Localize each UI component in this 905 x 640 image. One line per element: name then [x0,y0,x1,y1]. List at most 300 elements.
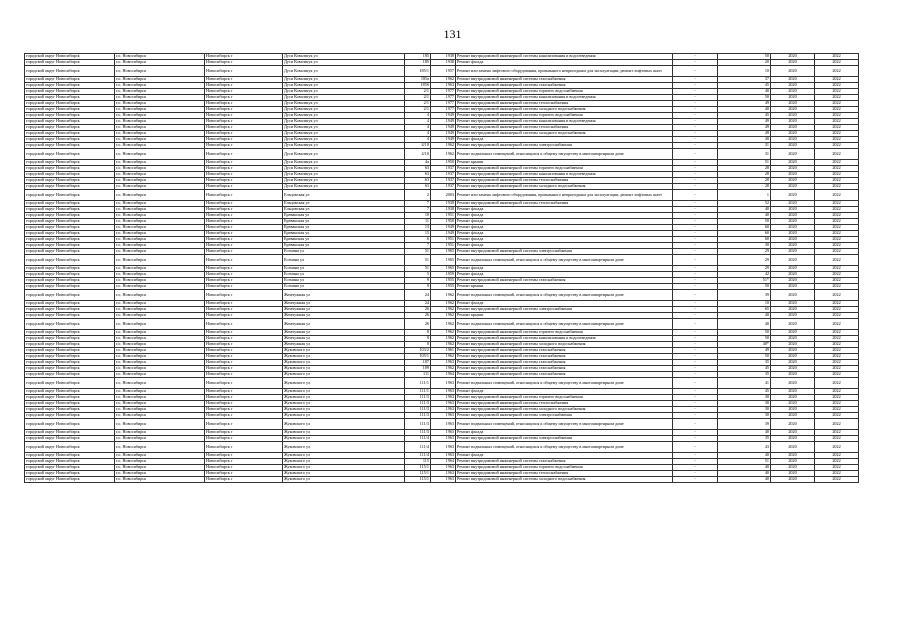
district-cell: г.о. Новосибирск [115,125,205,131]
city-cell: Новосибирск г [205,477,283,483]
street-cell: Дуси Ковальчук ул [283,137,405,143]
street-cell: Дуси Ковальчук ул [283,66,405,77]
count-cell: 40 [718,207,771,213]
city-cell: Новосибирск г [205,83,283,89]
work-type-cell: Ремонт фасада [456,137,673,143]
count-cell: 40 [718,471,771,477]
street-cell: Ельцовская ул [283,201,405,207]
house-cell: 107 [405,360,431,366]
end-year-cell: 2022 [815,249,859,255]
dash-cell: - [673,77,718,83]
street-cell: Дуси Ковальчук ул [283,166,405,172]
municipality-cell: городской округ Новосибирск [25,137,115,143]
start-year-cell: 2020 [771,207,815,213]
street-cell: Жемчужная ул [283,307,405,313]
work-type-cell: Ремонт подвальных помещений, относящихся к общему имуществу в многоквартирном доме [456,419,673,430]
start-year-cell: 2020 [771,166,815,172]
start-year-cell: 2020 [771,125,815,131]
street-cell: Жуковского ул [283,395,405,401]
district-cell: г.о. Новосибирск [115,459,205,465]
house-cell: 8 [405,330,431,336]
municipality-cell: городской округ Новосибирск [25,178,115,184]
street-cell: Дуси Ковальчук ул [283,143,405,149]
dash-cell: - [673,284,718,290]
count-cell: 29 [718,249,771,255]
year-cell: 1963 [431,453,456,459]
house-cell: 111/3 [405,413,431,419]
count-cell: 50 [718,219,771,225]
work-type-cell: Ремонт внутридомовой инженерной системы газоснабжения [456,83,673,89]
end-year-cell: 2022 [815,243,859,249]
start-year-cell: 2020 [771,95,815,101]
street-cell: Дуси Ковальчук ул [283,178,405,184]
count-cell: 40 [718,465,771,471]
district-cell: г.о. Новосибирск [115,389,205,395]
year-cell: 1963 [431,407,456,413]
count-cell: 40 [718,453,771,459]
district-cell: г.о. Новосибирск [115,278,205,284]
work-type-cell: Ремонт внутридомовой инженерной системы газоснабжения [456,77,673,83]
city-cell: Новосибирск г [205,190,283,201]
city-cell: Новосибирск г [205,453,283,459]
municipality-cell: городской округ Новосибирск [25,172,115,178]
street-cell: Жуковского ул [283,407,405,413]
house-cell: 4 [405,137,431,143]
end-year-cell: 2022 [815,272,859,278]
house-cell: 185 [405,60,431,66]
dash-cell: - [673,266,718,272]
municipality-cell: городской округ Новосибирск [25,319,115,330]
district-cell: г.о. Новосибирск [115,419,205,430]
count-cell: 50 [718,336,771,342]
city-cell: Новосибирск г [205,178,283,184]
dash-cell: - [673,125,718,131]
year-cell: 1963 [431,389,456,395]
district-cell: г.о. Новосибирск [115,149,205,160]
year-cell: 1949 [431,137,456,143]
house-cell: 2/1 [405,107,431,113]
year-cell: 1962 [431,149,456,160]
municipality-cell: городской округ Новосибирск [25,459,115,465]
work-type-cell: Ремонт фасада [456,225,673,231]
start-year-cell: 2020 [771,413,815,419]
end-year-cell: 2022 [815,213,859,219]
municipality-cell: городской округ Новосибирск [25,336,115,342]
start-year-cell: 2020 [771,213,815,219]
dash-cell: - [673,213,718,219]
start-year-cell: 2020 [771,219,815,225]
dash-cell: - [673,272,718,278]
year-cell: 1965 [431,255,456,266]
dash-cell: - [673,178,718,184]
count-cell: 35 [718,436,771,442]
house-cell: 111 [405,372,431,378]
house-cell: 4/10 [405,149,431,160]
dash-cell: - [673,143,718,149]
count-cell: 40 [718,137,771,143]
end-year-cell: 2022 [815,419,859,430]
dash-cell: - [673,459,718,465]
municipality-cell: городской округ Новосибирск [25,249,115,255]
house-cell: 111/4 [405,436,431,442]
house-cell: 4/10 [405,143,431,149]
municipality-cell: городской округ Новосибирск [25,378,115,389]
municipality-cell: городской округ Новосибирск [25,395,115,401]
start-year-cell: 2020 [771,143,815,149]
count-cell: 49 [718,125,771,131]
city-cell: Новосибирск г [205,125,283,131]
count-cell: 45 [718,83,771,89]
end-year-cell: 2022 [815,266,859,272]
city-cell: Новосибирск г [205,442,283,453]
work-type-cell: Ремонт подвальных помещений, относящихся к общему имуществу в многоквартирном доме [456,149,673,160]
city-cell: Новосибирск г [205,137,283,143]
year-cell: 1962 [431,307,456,313]
year-cell: 1961 [431,348,456,354]
start-year-cell: 2020 [771,307,815,313]
city-cell: Новосибирск г [205,413,283,419]
municipality-cell: городской округ Новосибирск [25,66,115,77]
dash-cell: - [673,354,718,360]
district-cell: г.о. Новосибирск [115,401,205,407]
work-type-cell: Ремонт внутридомовой инженерной системы теплоснабжения [456,101,673,107]
street-cell: Жемчужная ул [283,342,405,348]
city-cell: Новосибирск г [205,101,283,107]
municipality-cell: городской округ Новосибирск [25,372,115,378]
street-cell: Жуковского ул [283,389,405,395]
table-row [25,477,859,483]
start-year-cell: 2020 [771,107,815,113]
street-cell: Дуси Ковальчук ул [283,95,405,101]
house-cell: 7 [405,207,431,213]
start-year-cell: 2020 [771,419,815,430]
count-cell: 10 [718,301,771,307]
work-type-cell: Ремонт внутридомовой инженерной системы канализования и водоотведения [456,172,673,178]
municipality-cell: городской округ Новосибирск [25,113,115,119]
municipality-cell: городской округ Новосибирск [25,407,115,413]
dash-cell: - [673,237,718,243]
street-cell: Жуковского ул [283,465,405,471]
count-cell: 51 [718,459,771,465]
end-year-cell: 2022 [815,160,859,166]
district-cell: г.о. Новосибирск [115,89,205,95]
count-cell: 65 [718,307,771,313]
city-cell: Новосибирск г [205,319,283,330]
district-cell: г.о. Новосибирск [115,237,205,243]
count-cell: 1 [718,190,771,201]
municipality-cell: городской округ Новосибирск [25,307,115,313]
work-type-cell: Ремонт внутридомовой инженерной системы горячего водоснабжения [456,89,673,95]
year-cell: 1937 [431,166,456,172]
district-cell: г.о. Новосибирск [115,372,205,378]
street-cell: Дуси Ковальчук ул [283,149,405,160]
count-cell: 30 [718,243,771,249]
municipality-cell: городской округ Новосибирск [25,166,115,172]
street-cell: Ереванская ул [283,213,405,219]
dash-cell: - [673,419,718,430]
dash-cell: - [673,389,718,395]
dash-cell: - [673,395,718,401]
end-year-cell: 2022 [815,465,859,471]
start-year-cell: 2020 [771,249,815,255]
year-cell: 1962 [431,290,456,301]
district-cell: г.о. Новосибирск [115,83,205,89]
street-cell: Есенина ул [283,278,405,284]
municipality-cell: городской округ Новосибирск [25,272,115,278]
street-cell: Жуковского ул [283,378,405,389]
house-cell: 111/4 [405,442,431,453]
work-type-cell: Ремонт внутридомовой инженерной системы холодного водоснабжения [456,477,673,483]
work-type-cell: Ремонт фасада [456,389,673,395]
end-year-cell: 2022 [815,459,859,465]
start-year-cell: 2020 [771,465,815,471]
start-year-cell: 2020 [771,453,815,459]
city-cell: Новосибирск г [205,89,283,95]
house-cell: 15 [405,231,431,237]
house-cell: 63 [405,172,431,178]
count-cell: 45 [718,389,771,395]
start-year-cell: 2020 [771,459,815,465]
street-cell: Жемчужная ул [283,319,405,330]
dash-cell: - [673,342,718,348]
table-row [25,149,859,160]
start-year-cell: 2020 [771,301,815,307]
year-cell: 1962 [431,77,456,83]
city-cell: Новосибирск г [205,372,283,378]
city-cell: Новосибирск г [205,278,283,284]
municipality-cell: городской округ Новосибирск [25,207,115,213]
dash-cell: - [673,119,718,125]
house-cell: 26 [405,313,431,319]
municipality-cell: городской округ Новосибирск [25,54,115,60]
municipality-cell: городской округ Новосибирск [25,465,115,471]
work-type-cell: Ремонт внутридомовой инженерной системы электроснабжения [456,436,673,442]
house-cell: 6 [405,237,431,243]
table-body [25,54,859,483]
district-cell: г.о. Новосибирск [115,249,205,255]
work-type-cell: Ремонт внутридомовой инженерной системы теплоснабжения [456,471,673,477]
start-year-cell: 2020 [771,319,815,330]
city-cell: Новосибирск г [205,231,283,237]
work-type-cell: Ремонт внутридомовой инженерной системы канализования и водоотведения [456,119,673,125]
house-cell: 9 [405,284,431,290]
start-year-cell: 2020 [771,137,815,143]
dash-cell: - [673,172,718,178]
year-cell: 1938 [431,54,456,60]
municipality-cell: городской округ Новосибирск [25,107,115,113]
table-row [25,66,859,77]
house-cell: 11 [405,219,431,225]
district-cell: г.о. Новосибирск [115,290,205,301]
end-year-cell: 2022 [815,119,859,125]
year-cell: 1949 [431,113,456,119]
district-cell: г.о. Новосибирск [115,143,205,149]
municipality-cell: городской округ Новосибирск [25,213,115,219]
year-cell: 1951 [431,243,456,249]
start-year-cell: 2020 [771,201,815,207]
end-year-cell: 2022 [815,190,859,201]
end-year-cell: 2022 [815,255,859,266]
year-cell: 1962 [431,336,456,342]
count-cell: 29 [718,255,771,266]
district-cell: г.о. Новосибирск [115,213,205,219]
district-cell: г.о. Новосибирск [115,477,205,483]
dash-cell: - [673,401,718,407]
district-cell: г.о. Новосибирск [115,284,205,290]
dash-cell: - [673,89,718,95]
count-cell: 52 [718,201,771,207]
year-cell: 1963 [431,436,456,442]
start-year-cell: 2020 [771,237,815,243]
dash-cell: - [673,54,718,60]
work-type-cell: Ремонт внутридомовой инженерной системы электроснабжения [456,143,673,149]
district-cell: г.о. Новосибирск [115,54,205,60]
dash-cell: - [673,360,718,366]
table-row [25,190,859,201]
city-cell: Новосибирск г [205,354,283,360]
street-cell: Есенина ул [283,272,405,278]
municipality-cell: городской округ Новосибирск [25,348,115,354]
end-year-cell: 2022 [815,319,859,330]
year-cell: 1937 [431,178,456,184]
municipality-cell: городской округ Новосибирск [25,219,115,225]
start-year-cell: 2020 [771,172,815,178]
street-cell: Есенина ул [283,249,405,255]
end-year-cell: 2022 [815,307,859,313]
work-type-cell: Ремонт подвальных помещений, относящихся к общему имуществу в многоквартирном доме [456,255,673,266]
district-cell: г.о. Новосибирск [115,413,205,419]
end-year-cell: 2022 [815,77,859,83]
house-cell: 115/1 [405,477,431,483]
house-cell: 115/1 [405,465,431,471]
year-cell: 1962 [431,342,456,348]
district-cell: г.о. Новосибирск [115,395,205,401]
dash-cell: - [673,113,718,119]
street-cell: Жемчужная ул [283,290,405,301]
year-cell: 1963 [431,401,456,407]
district-cell: г.о. Новосибирск [115,201,205,207]
work-type-cell: Ремонт внутридомовой инженерной системы горячего водоснабжения [456,330,673,336]
count-cell: 49 [718,348,771,354]
dash-cell: - [673,101,718,107]
dash-cell: - [673,137,718,143]
house-cell: 103/2 [405,348,431,354]
house-cell: 10 [405,213,431,219]
count-cell: 28 [718,178,771,184]
street-cell: Жуковского ул [283,413,405,419]
district-cell: г.о. Новосибирск [115,313,205,319]
house-cell: 4а [405,160,431,166]
city-cell: Новосибирск г [205,436,283,442]
street-cell: Дуси Ковальчук ул [283,119,405,125]
count-cell: 50 [718,284,771,290]
start-year-cell: 2020 [771,477,815,483]
start-year-cell: 2020 [771,313,815,319]
year-cell: 1949 [431,125,456,131]
dash-cell: - [673,319,718,330]
end-year-cell: 2022 [815,342,859,348]
house-cell: 111/3 [405,430,431,436]
page-number: 131 [443,27,462,41]
year-cell: 1962 [431,330,456,336]
city-cell: Новосибирск г [205,166,283,172]
end-year-cell: 2022 [815,225,859,231]
end-year-cell: 2022 [815,131,859,137]
work-type-cell: Ремонт фасада [456,207,673,213]
dash-cell: - [673,66,718,77]
house-cell: 63 [405,178,431,184]
dash-cell: - [673,477,718,483]
count-cell: 60 [718,237,771,243]
count-cell: 29 [718,266,771,272]
municipality-cell: городской округ Новосибирск [25,301,115,307]
dash-cell: - [673,225,718,231]
start-year-cell: 2020 [771,290,815,301]
district-cell: г.о. Новосибирск [115,113,205,119]
end-year-cell: 2022 [815,366,859,372]
city-cell: Новосибирск г [205,313,283,319]
municipality-cell: городской округ Новосибирск [25,101,115,107]
end-year-cell: 2022 [815,95,859,101]
count-cell: 39 [718,419,771,430]
city-cell: Новосибирск г [205,207,283,213]
end-year-cell: 2022 [815,278,859,284]
work-type-cell: Ремонт фасада [456,213,673,219]
district-cell: г.о. Новосибирск [115,172,205,178]
start-year-cell: 2020 [771,354,815,360]
year-cell: 1955 [431,284,456,290]
end-year-cell: 2022 [815,354,859,360]
municipality-cell: городской округ Новосибирск [25,313,115,319]
municipality-cell: городской округ Новосибирск [25,83,115,89]
district-cell: г.о. Новосибирск [115,66,205,77]
start-year-cell: 2020 [771,184,815,190]
count-cell: 60 [718,225,771,231]
work-type-cell: Ремонт подвальных помещений, относящихся к общему имуществу в многоквартирном доме [456,290,673,301]
house-cell: 111/3 [405,407,431,413]
table-row [25,319,859,330]
district-cell: г.о. Новосибирск [115,219,205,225]
district-cell: г.о. Новосибирск [115,471,205,477]
city-cell: Новосибирск г [205,201,283,207]
start-year-cell: 2020 [771,471,815,477]
year-cell: 1963 [431,465,456,471]
work-type-cell: Ремонт фасада [456,243,673,249]
street-cell: Жуковского ул [283,442,405,453]
street-cell: Дуси Ковальчук ул [283,83,405,89]
start-year-cell: 2020 [771,442,815,453]
work-type-cell: Ремонт внутридомовой инженерной системы электроснабжения [456,249,673,255]
city-cell: Новосибирск г [205,471,283,477]
street-cell: Дуси Ковальчук ул [283,101,405,107]
street-cell: Ереванская ул [283,243,405,249]
start-year-cell: 2020 [771,89,815,95]
district-cell: г.о. Новосибирск [115,225,205,231]
work-type-cell: Ремонт внутридомовой инженерной системы горячего водоснабжения [456,395,673,401]
house-cell: 4 [405,131,431,137]
dash-cell: - [673,190,718,201]
house-cell: 13 [405,225,431,231]
dash-cell: - [673,307,718,313]
street-cell: Жемчужная ул [283,313,405,319]
dash-cell: - [673,442,718,453]
city-cell: Новосибирск г [205,77,283,83]
city-cell: Новосибирск г [205,66,283,77]
count-cell: 20 [718,60,771,66]
table-row [25,290,859,301]
city-cell: Новосибирск г [205,131,283,137]
count-cell: 35 [718,372,771,378]
